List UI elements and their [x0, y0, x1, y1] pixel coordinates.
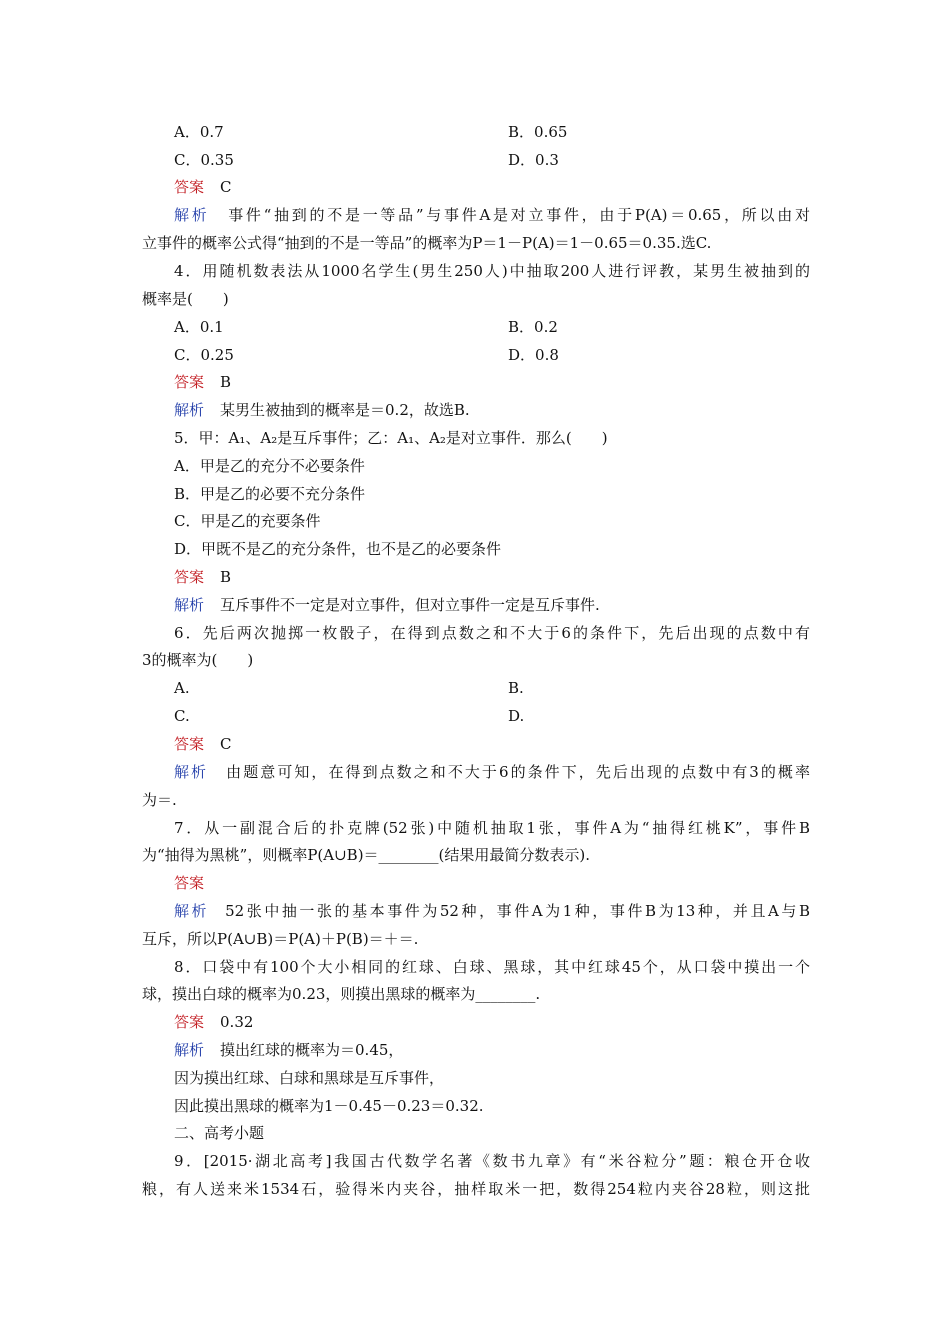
- q4-option-a: A．0.1: [174, 318, 224, 336]
- analysis-tag: 解析: [174, 206, 210, 224]
- q6-stem-text-1: 6．先后两次抛掷一枚骰子，在得到点数之和不大于6的条件下，先后出现的点数中有: [174, 624, 810, 642]
- q6-option-c: C.: [174, 707, 190, 725]
- q7-stem-text-1: 7．从一副混合后的扑克牌(52张)中随机抽取1张，事件A为“抽得红桃K”，事件B: [174, 819, 810, 837]
- q3-answer-row: [174, 177, 232, 197]
- analysis-tag: 解析: [174, 401, 205, 419]
- q8-answer: 0.32: [220, 1013, 254, 1031]
- answer-tag: 答案: [174, 568, 205, 586]
- analysis-tag: 解析: [174, 902, 210, 920]
- q6-option-b: B.: [508, 679, 524, 697]
- q3-analysis-text-1: 事件“抽到的不是一等品”与事件A是对立事件，由于P(A)＝0.65，所以由对: [225, 206, 810, 224]
- q4-answer: B: [220, 373, 232, 391]
- q8-answer-row: [174, 1012, 253, 1032]
- q5-stem: 5．甲：A₁、A₂是互斥事件；乙：A₁、A₂是对立事件．那么( ): [174, 429, 608, 447]
- q6-answer: C: [220, 735, 232, 753]
- q4-analysis-text: 某男生被抽到的概率是＝0.2，故选B.: [220, 401, 470, 419]
- q8-stem-text-1: 8．口袋中有100个大小相同的红球、白球、黑球，其中红球45个，从口袋中摸出一个: [174, 958, 810, 976]
- q9-stem-text-1: 9．[2015·湖北高考]我国古代数学名著《数书九章》有“米谷粒分”题：粮仓开仓收: [174, 1152, 810, 1170]
- q3-option-b: B．0.65: [508, 123, 568, 141]
- q4-answer-row: [174, 372, 231, 392]
- q5-analysis-text: 互斥事件不一定是对立事件，但对立事件一定是互斥事件.: [220, 596, 600, 614]
- q6-analysis-line-2: 为＝.: [142, 791, 177, 809]
- answer-tag: 答案: [174, 1013, 205, 1031]
- q6-option-a: A.: [174, 679, 190, 697]
- q9-stem-line-1: [142, 1151, 810, 1171]
- q4-stem-line-2: 概率是( ): [142, 290, 229, 308]
- q7-analysis-line-2: 互斥，所以P(A∪B)＝P(A)＋P(B)＝＋＝.: [142, 930, 419, 948]
- q5-option-c: C．甲是乙的充要条件: [174, 512, 321, 530]
- section-heading: 二、高考小题: [174, 1124, 265, 1142]
- q4-stem-text-1: 4．用随机数表法从1000名学生(男生250人)中抽取200人进行评教，某男生被抽到的: [174, 262, 810, 280]
- q4-option-d: D．0.8: [508, 346, 559, 364]
- q3-option-c: C．0.35: [174, 151, 234, 169]
- q8-analysis-line-3: 因此摸出黑球的概率为1－0.45－0.23＝0.32.: [174, 1097, 484, 1115]
- q5-answer-row: [174, 567, 231, 587]
- analysis-tag: 解析: [174, 596, 205, 614]
- q4-option-b: B．0.2: [508, 318, 558, 336]
- answer-tag: 答案: [174, 735, 205, 753]
- q7-answer-row: [174, 873, 220, 893]
- q8-analysis-line-2: 因为摸出红球、白球和黑球是互斥事件，: [174, 1069, 445, 1087]
- q6-answer-row: [174, 734, 232, 754]
- q6-option-d: D.: [508, 707, 525, 725]
- q3-option-a: A．0.7: [174, 123, 224, 141]
- q3-answer: C: [220, 178, 232, 196]
- q4-option-c: C．0.25: [174, 346, 234, 364]
- q5-answer: B: [220, 568, 232, 586]
- q3-analysis-line-1: [142, 205, 810, 225]
- q8-stem-line-2: 球，摸出白球的概率为0.23，则摸出黑球的概率为________.: [142, 985, 541, 1003]
- q9-stem-line-2: 粮，有人送来米1534石，验得米内夹谷，抽样取米一把，数得254粒内夹谷28粒，则这批: [142, 1180, 810, 1198]
- q5-option-b: B．甲是乙的必要不充分条件: [174, 485, 366, 503]
- q7-analysis-text-1: 52张中抽一张的基本事件为52种，事件A为1种，事件B为13种，并且A与B: [225, 902, 810, 920]
- q7-stem-line-1: [142, 818, 810, 838]
- analysis-tag: 解析: [174, 763, 209, 781]
- q6-stem-line-2: 3的概率为( ): [142, 651, 254, 669]
- answer-tag: 答案: [174, 874, 205, 892]
- q8-analysis-row: [174, 1040, 403, 1060]
- q7-analysis-line-1: [142, 901, 810, 921]
- q5-option-a: A．甲是乙的充分不必要条件: [174, 457, 365, 475]
- q3-option-d: D．0.3: [508, 151, 559, 169]
- q5-analysis-row: [174, 595, 600, 615]
- q5-option-d: D．甲既不是乙的充分条件，也不是乙的必要条件: [174, 540, 502, 558]
- q4-stem-line-1: [142, 261, 810, 281]
- q3-analysis-line-2: 立事件的概率公式得“抽到的不是一等品”的概率为P＝1－P(A)＝1－0.65＝0.35.选C.: [142, 234, 712, 252]
- q4-analysis-row: [174, 400, 470, 420]
- q7-stem-line-2: 为“抽得为黑桃”，则概率P(A∪B)＝________(结果用最简分数表示).: [142, 846, 591, 864]
- q6-analysis-line-1: [142, 762, 810, 782]
- q6-stem-line-1: [142, 623, 810, 643]
- answer-tag: 答案: [174, 178, 205, 196]
- q8-analysis-text-1: 摸出红球的概率为＝0.45，: [220, 1041, 404, 1059]
- q6-analysis-text-1: 由题意可知，在得到点数之和不大于6的条件下，先后出现的点数中有3的概率: [224, 763, 810, 781]
- q8-stem-line-1: [142, 957, 810, 977]
- answer-tag: 答案: [174, 373, 205, 391]
- analysis-tag: 解析: [174, 1041, 205, 1059]
